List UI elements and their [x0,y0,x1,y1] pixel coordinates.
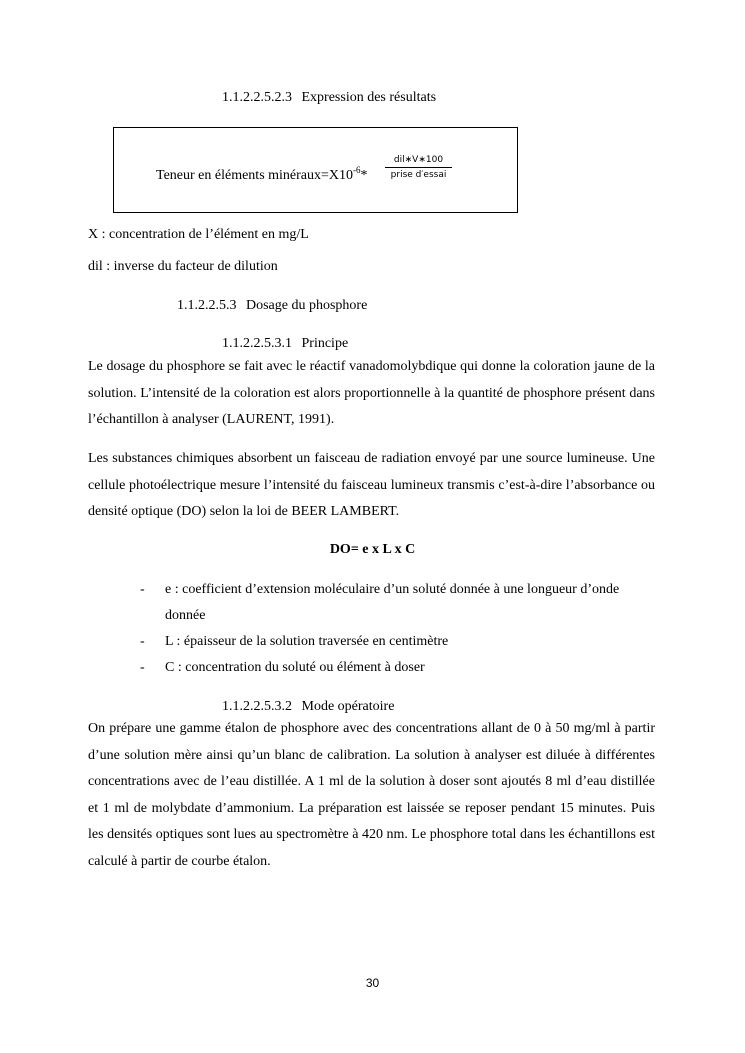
definition-dil: dil : inverse du facteur de dilution [88,259,278,274]
principe-paragraph-1: Le dosage du phosphore se fait avec le réactif vanadomolybdique qui donne la coloration jaune de la solution. L’intensité de la coloration est alors proportionnelle à la quantité de phosphore présent dans l’échantillon à analyser (LAURENT, 1991). [88,359,655,427]
heading-principe [222,335,348,353]
formula-denominator: prise d′essai [390,170,447,180]
formula-exponent: -6 [353,165,361,175]
heading-title: Principe [301,336,349,351]
heading-title: Dosage du phosphore [246,298,368,313]
heading-mode-operatoire [222,698,394,716]
definition-x: X : concentration de l’élément en mg/L [88,227,309,242]
formula-box [113,127,518,213]
page-number: 30 [365,976,380,990]
heading-dosage-phosphore [177,297,367,315]
list-item-text: L : épaisseur de la solution traversée en centimètre [165,634,449,649]
bullet-marker: - [140,634,145,649]
list-item [140,629,655,655]
principe-paragraph-2: Les substances chimiques absorbent un faisceau de radiation envoyé par une source lumineuse. Une cellule photoélectrique mesure l’intensité du faisceau lumineux transmis c’est-à-dire l’absorbance ou densité optique (DO) selon la loi de BEER LAMBERT. [88,451,655,519]
list-item-text: C : concentration du soluté ou élément à doser [165,660,425,675]
bullet-marker: - [140,582,145,597]
heading-title: Expression des résultats [301,90,437,105]
formula-fraction [385,154,452,181]
heading-number: 1.1.2.2.5.3.2 [222,699,292,714]
variable-definitions-list [140,577,655,681]
list-item [140,655,655,681]
bullet-marker: - [140,660,145,675]
formula-lhs [156,161,368,185]
beer-lambert-equation: DO= e x L x C [329,542,416,557]
mode-operatoire-paragraph: On prépare une gamme étalon de phosphore avec des concentrations allant de 0 à 50 mg/ml à partir d’une solution mère ainsi qu’un blanc de calibration. La solution à analyser est diluée à différentes concentrations avec de l’eau distillée. A 1 ml de la solution à doser sont ajoutés 8 ml d’eau distillée et 1 ml de molybdate d’ammonium. La préparation est laissée se reposer pendant 15 minutes. Puis les densités optiques sont lues au spectromètre à 420 nm. Le phosphore total dans les échantillons est calculé à partir de courbe étalon. [88,721,655,869]
heading-number: 1.1.2.2.5.3.1 [222,336,292,351]
formula-numerator: dil∗V∗100 [385,154,452,168]
heading-number: 1.1.2.2.5.2.3 [222,90,292,105]
heading-number: 1.1.2.2.5.3 [177,298,237,313]
heading-title: Mode opératoire [301,699,395,714]
list-item-text: e : coefficient d’extension moléculaire d’un soluté donnée à une longueur d’onde donnée [165,582,620,623]
formula-operator: * [360,168,368,183]
list-item [140,577,655,629]
heading-expression-resultats [222,89,436,107]
formula-lhs-text: Teneur en éléments minéraux=X10 [156,168,354,183]
